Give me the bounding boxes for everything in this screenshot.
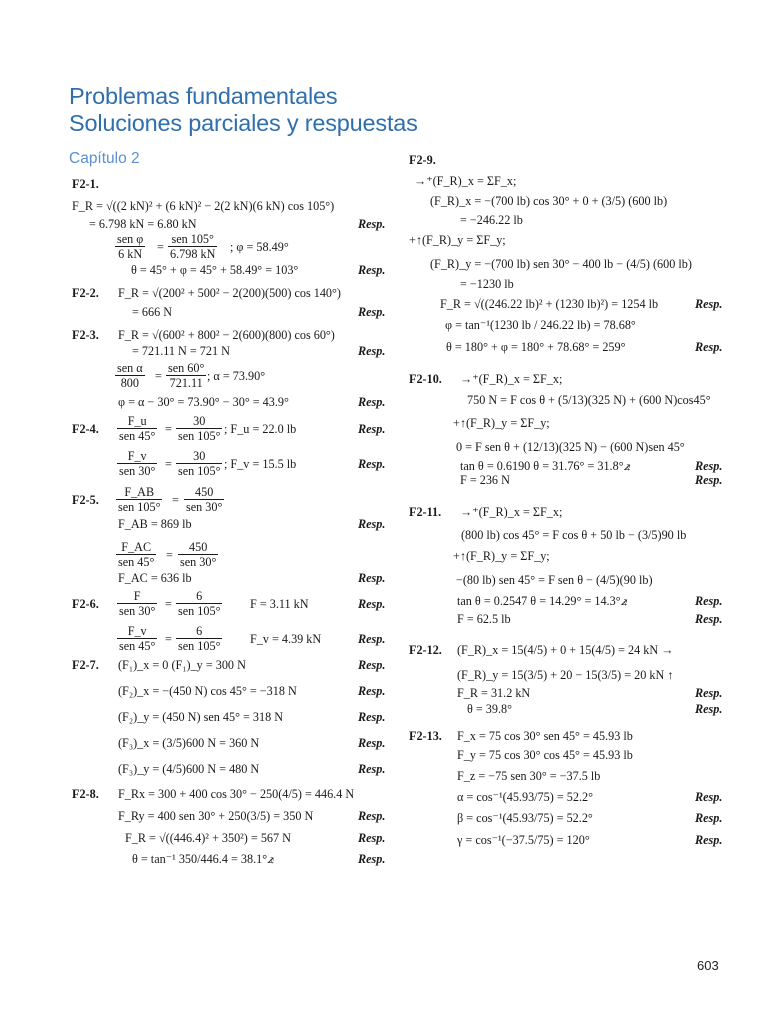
equation-line: α = cos⁻¹(45.93/75) = 52.2° xyxy=(457,790,593,804)
equation-line: F_y = 75 cos 30° cos 45° = 45.93 lb xyxy=(457,748,633,762)
equation-line: (F_R)_y = 15(3/5) + 20 − 15(3/5) = 20 kN ↑ xyxy=(457,668,674,682)
resp-label: Resp. xyxy=(695,811,723,825)
resp-label: Resp. xyxy=(695,459,723,473)
resp-label: Resp. xyxy=(695,473,723,487)
resp-label: Resp. xyxy=(358,684,386,698)
problem-label: F2-6. xyxy=(72,597,99,611)
equation-line: F = 62.5 lb xyxy=(457,612,511,626)
equation-line: (800 lb) cos 45° = F cos θ + 50 lb − (3/5)90 lb xyxy=(461,528,687,542)
equation-line: F_R = √(600² + 800² − 2(600)(800) cos 60°) xyxy=(118,328,335,342)
equals-sign: = xyxy=(155,369,162,383)
equation-line: F_v = 4.39 kN xyxy=(250,632,322,646)
page-number: 603 xyxy=(697,958,719,973)
problem-label: F2-5. xyxy=(72,493,99,507)
resp-label: Resp. xyxy=(358,344,386,358)
resp-label: Resp. xyxy=(358,809,386,823)
fraction: sen α 800 xyxy=(117,361,143,390)
resp-label: Resp. xyxy=(358,217,386,231)
equation-line: ; F_u = 22.0 lb xyxy=(224,422,297,436)
resp-label: Resp. xyxy=(358,852,386,866)
resp-label: Resp. xyxy=(358,831,386,845)
fraction: sen 105° 6.798 kN xyxy=(170,232,216,261)
equation-line: (F₁)_x = 0 (F₁)_y = 300 N xyxy=(118,658,246,672)
equation-line: →⁺(F_R)_x = ΣF_x; xyxy=(460,505,563,519)
equation-line: = 6.798 kN = 6.80 kN xyxy=(89,217,197,231)
resp-label: Resp. xyxy=(358,263,386,277)
equation-line: φ = α − 30° = 73.90° − 30° = 43.9° xyxy=(118,395,289,409)
equation-line: F_Ry = 400 sen 30° + 250(3/5) = 350 N xyxy=(118,809,314,823)
equation-line: φ = tan⁻¹(1230 lb / 246.22 lb) = 78.68° xyxy=(445,318,636,332)
problem-label: F2-9. xyxy=(409,153,436,167)
equation-line: β = cos⁻¹(45.93/75) = 52.2° xyxy=(457,811,593,825)
equation-line: (F₂)_y = (450 N) sen 45° = 318 N xyxy=(118,710,284,724)
equation-line: F_R = √((2 kN)² + (6 kN)² − 2(2 kN)(6 kN) cos 105°) xyxy=(72,199,335,213)
equation-line: F = 3.11 kN xyxy=(250,597,309,611)
resp-label: Resp. xyxy=(695,594,723,608)
equation-line: +↑(F_R)_y = ΣF_y; xyxy=(453,549,550,563)
equation-line: θ = tan⁻¹ 350/446.4 = 38.1°⦨ xyxy=(132,852,274,866)
equation-line: ; φ = 58.49° xyxy=(230,240,289,254)
equation-line: ; F_v = 15.5 lb xyxy=(224,457,297,471)
equation-line: (F_R)_x = 15(4/5) + 0 + 15(4/5) = 24 kN → xyxy=(457,643,674,657)
problem-label: F2-1. xyxy=(72,177,99,191)
problem-label: F2-11. xyxy=(409,505,442,519)
problem-label: F2-3. xyxy=(72,328,99,342)
resp-label: Resp. xyxy=(358,395,386,409)
equation-line: F_z = −75 sen 30° = −37.5 lb xyxy=(457,769,601,783)
resp-label: Resp. xyxy=(358,305,386,319)
fraction: 30 sen 105° xyxy=(178,414,221,443)
fraction: F_u sen 45° xyxy=(119,414,156,443)
resp-label: Resp. xyxy=(358,422,386,436)
problem-label: F2-13. xyxy=(409,729,442,743)
equation-line: θ = 45° + φ = 45° + 58.49° = 103° xyxy=(131,263,299,277)
equals-sign: = xyxy=(157,240,164,254)
resp-label: Resp. xyxy=(695,702,723,716)
fraction: 450 sen 30° xyxy=(186,485,223,514)
resp-label: Resp. xyxy=(695,340,723,354)
resp-label: Resp. xyxy=(695,297,723,311)
resp-label: Resp. xyxy=(358,710,386,724)
equation-line: F_AB = 869 lb xyxy=(118,517,192,531)
equation-line: = 721.11 N = 721 N xyxy=(132,344,230,358)
equation-line: →⁺(F_R)_x = ΣF_x; xyxy=(414,174,517,188)
resp-label: Resp. xyxy=(358,517,386,531)
equation-line: F_R = √((246.22 lb)² + (1230 lb)²) = 1254 lb xyxy=(440,297,659,311)
equation-line: tan θ = 0.2547 θ = 14.29° = 14.3°⦨ xyxy=(457,594,628,608)
problem-label: F2-12. xyxy=(409,643,442,657)
equation-line: F_R = 31.2 kN xyxy=(457,686,531,700)
resp-label: Resp. xyxy=(358,736,386,750)
equals-sign: = xyxy=(165,422,172,436)
title-line-1: Problemas fundamentales xyxy=(69,83,338,109)
equation-line: 0 = F sen θ + (12/13)(325 N) − (600 N)sen 45° xyxy=(456,440,685,454)
resp-label: Resp. xyxy=(695,686,723,700)
fraction: 450 sen 30° xyxy=(180,540,217,569)
fraction: 6 sen 105° xyxy=(178,624,221,653)
fraction: F_v sen 30° xyxy=(119,449,156,478)
title-line-2: Soluciones parciales y respuestas xyxy=(69,110,418,136)
equation-line: →⁺(F_R)_x = ΣF_x; xyxy=(460,372,563,386)
problem-label: F2-8. xyxy=(72,787,99,801)
equation-line: (F₂)_x = −(450 N) cos 45° = −318 N xyxy=(118,684,297,698)
fraction: F sen 30° xyxy=(119,589,156,618)
problem-label: F2-2. xyxy=(72,286,99,300)
resp-label: Resp. xyxy=(358,457,386,471)
equation-line: F_Rx = 300 + 400 cos 30° − 250(4/5) = 446.4 N xyxy=(118,787,355,801)
equation-line: 750 N = F cos θ + (5/13)(325 N) + (600 N)cos45° xyxy=(467,393,711,407)
equation-line: (F₃)_y = (4/5)600 N = 480 N xyxy=(118,762,260,776)
equation-line: tan θ = 0.6190 θ = 31.76° = 31.8°⦨ xyxy=(460,459,631,473)
equation-line: −(80 lb) sen 45° = F sen θ − (4/5)(90 lb) xyxy=(456,573,653,587)
equation-line: = 666 N xyxy=(132,305,173,319)
equation-line: (F_R)_x = −(700 lb) cos 30° + 0 + (3/5) (600 lb) xyxy=(430,194,668,208)
equation-line: θ = 180° + φ = 180° + 78.68° = 259° xyxy=(446,340,626,354)
problem-label: F2-7. xyxy=(72,658,99,672)
problem-label: F2-10. xyxy=(409,372,442,386)
resp-label: Resp. xyxy=(358,632,386,646)
fraction: sen φ 6 kN xyxy=(117,232,144,261)
resp-label: Resp. xyxy=(358,597,386,611)
equation-line: F_x = 75 cos 30° sen 45° = 45.93 lb xyxy=(457,729,633,743)
fraction: sen 60° 721.11 xyxy=(168,361,205,390)
equation-line: = −1230 lb xyxy=(460,277,514,291)
equation-line: +↑(F_R)_y = ΣF_y; xyxy=(409,233,506,247)
equation-line: F_AC = 636 lb xyxy=(118,571,192,585)
equals-sign: = xyxy=(165,457,172,471)
equals-sign: = xyxy=(172,493,179,507)
equation-line: = −246.22 lb xyxy=(460,213,523,227)
equals-sign: = xyxy=(166,548,173,562)
page-title xyxy=(69,83,418,137)
resp-label: Resp. xyxy=(695,612,723,626)
equation-line: F_R = √((446.4)² + 350²) = 567 N xyxy=(125,831,291,845)
resp-label: Resp. xyxy=(695,833,723,847)
fraction: 6 sen 105° xyxy=(178,589,221,618)
resp-label: Resp. xyxy=(695,790,723,804)
fraction: F_AC sen 45° xyxy=(118,540,155,569)
fraction: 30 sen 105° xyxy=(178,449,221,478)
resp-label: Resp. xyxy=(358,571,386,585)
fraction: F_v sen 45° xyxy=(119,624,156,653)
equals-sign: = xyxy=(165,632,172,646)
equation-line: (F₃)_x = (3/5)600 N = 360 N xyxy=(118,736,260,750)
resp-label: Resp. xyxy=(358,658,386,672)
equation-line: +↑(F_R)_y = ΣF_y; xyxy=(453,416,550,430)
problem-label: F2-4. xyxy=(72,422,99,436)
resp-label: Resp. xyxy=(358,762,386,776)
equation-line: F_R = √(200² + 500² − 2(200)(500) cos 140°) xyxy=(118,286,341,300)
equals-sign: = xyxy=(165,597,172,611)
equation-line: ; α = 73.90° xyxy=(207,369,266,383)
equation-line: θ = 39.8° xyxy=(467,702,513,716)
equation-line: F = 236 N xyxy=(460,473,510,487)
fraction: F_AB sen 105° xyxy=(118,485,161,514)
chapter-heading: Capítulo 2 xyxy=(69,150,140,167)
equation-line: γ = cos⁻¹(−37.5/75) = 120° xyxy=(457,833,590,847)
equation-line: (F_R)_y = −(700 lb) sen 30° − 400 lb − (4/5) (600 lb) xyxy=(430,257,692,271)
